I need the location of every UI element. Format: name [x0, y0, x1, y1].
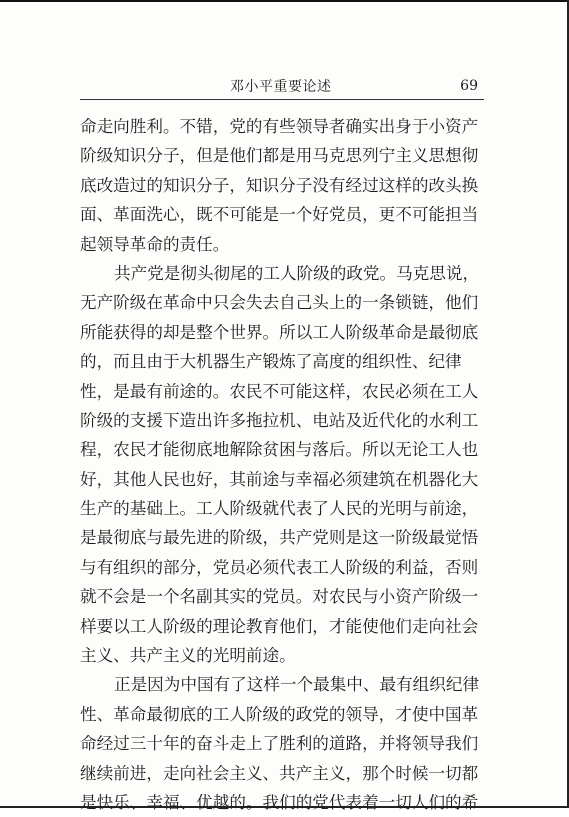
- text-line: 命经过三十年的奋斗走上了胜利的道路，并将领导我们: [80, 734, 479, 754]
- text-line: 主义、共产主义的光明前途。: [80, 646, 296, 666]
- text-line: 底改造过的知识分子，知识分子没有经过这样的改头换: [80, 175, 479, 195]
- text-line: 就不会是一个名副其实的党员。对农民与小资产阶级一: [80, 587, 479, 607]
- text-line: 的，而且由于大机器生产锻炼了高度的组织性、纪律: [80, 352, 462, 372]
- text-line: 是快乐、幸福、优越的。我们的党代表着一切人们的希: [80, 792, 479, 812]
- text-line: 样要以工人阶级的理论教育他们，才能使他们走向社会: [80, 616, 479, 636]
- text-line: 面、革面洗心，既不可能是一个好党员，更不可能担当: [80, 205, 479, 225]
- paragraph-first-line: 正是因为中国有了这样一个最集中、最有组织纪律: [114, 675, 480, 695]
- text-line: 阶级知识分子，但是他们都是用马克思列宁主义思想彻: [80, 146, 479, 166]
- text-line: 程，农民才能彻底地解除贫困与落后。所以无论工人也: [80, 440, 479, 460]
- text-line: 与有组织的部分，党员必须代表工人阶级的利益，否则: [80, 557, 479, 577]
- text-line: 继续前进，走向社会主义、共产主义，那个时候一切都: [80, 763, 479, 783]
- text-line: 是最彻底与最先进的阶级，共产党则是这一阶级最觉悟: [80, 528, 479, 548]
- paragraph-first-line: 共产党是彻头彻尾的工人阶级的政党。马克思说，: [114, 263, 480, 283]
- page-edge-top: [0, 0, 569, 2]
- text-line: 起领导革命的责任。: [80, 234, 230, 254]
- text-line: 命走向胜利。不错，党的有些领导者确实出身于小资产: [80, 117, 479, 136]
- text-line: 生产的基础上。工人阶级就代表了人民的光明与前途，: [80, 499, 479, 519]
- text-line: 所能获得的却是整个世界。所以工人阶级革命是最彻底: [80, 322, 479, 342]
- text-line: 性、革命最彻底的工人阶级的政党的领导，才使中国革: [80, 704, 479, 724]
- page-number: 69: [460, 78, 478, 94]
- text-line: 阶级的支援下造出许多拖拉机、电站及近代化的水利工: [80, 410, 479, 430]
- running-title: 邓小平重要论述: [230, 79, 332, 95]
- header-rule: [80, 99, 484, 100]
- text-line: 性，是最有前途的。农民不可能这样，农民必须在工人: [80, 381, 479, 401]
- body-text: [80, 112, 492, 817]
- running-head: [80, 76, 484, 96]
- text-line: 无产阶级在革命中只会失去自己头上的一条锁链，他们: [80, 293, 479, 313]
- text-line: 好，其他人民也好，其前途与幸福必须建筑在机器化大: [80, 469, 479, 489]
